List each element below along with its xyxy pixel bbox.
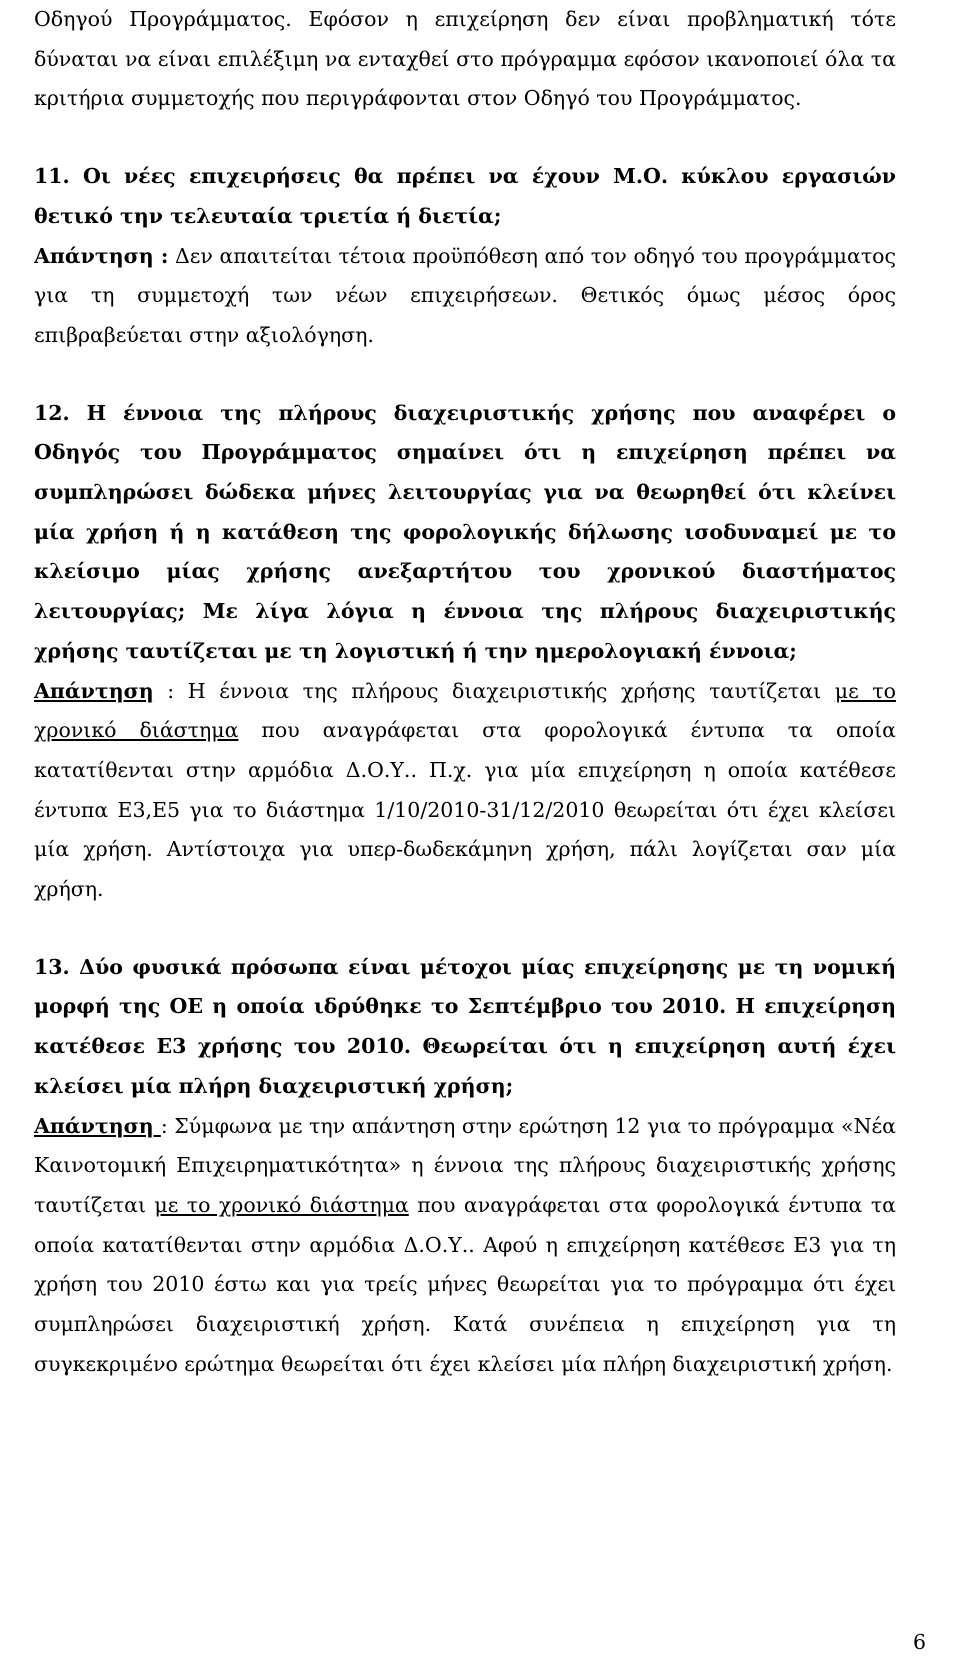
answer-underlined-text: με το χρονικό διάστημα (154, 1192, 409, 1217)
answer-label: Απάντηση (34, 678, 154, 703)
answer-underlined-text: με το χρονικό διάστημα (34, 678, 896, 743)
answer-11 (34, 237, 896, 356)
answer-text-part2: που αναγράφεται στα φορολογικά έντυπα τα οποία κατατίθενται στην αρμόδια Δ.Ο.Υ.. Αφού η επιχείρηση κατέθεσε Ε3 για τη χρήση του 2010 έστω και για τρείς μήνες θεωρείται για το πρόγραμμα ότι έχει συμπληρώσει διαχειριστική χρήση. Κατά συνέπεια η επιχείρηση για τη συγκεκριμένο ερώτημα θεωρείται ότι έχει κλείσει μία πλήρη διαχειριστική χρήση. (34, 1192, 897, 1376)
answer-text-part2: που αναγράφεται στα φορολογικά έντυπα τα οποία κατατίθενται στην αρμόδια Δ.Ο.Υ.. Π.χ. για μία επιχείρηση η οποία κατέθεσε έντυπα Ε3,Ε5 για το διάστημα 1/10/2010-31/12/2010 θεωρείται ότι έχει κλείσει μία χρήση. Αντίστοιχα για υπερ-δωδεκάμηνη χρήση, πάλι λογίζεται σαν μία χρήση. (34, 718, 896, 902)
intro-paragraph: Οδηγού Προγράμματος. Εφόσον η επιχείρηση δεν είναι προβληματική τότε δύναται να είναι επιλέξιμη να ενταχθεί στο πρόγραμμα εφόσον ικανοποιεί όλα τα κριτήρια συμμετοχής που περιγράφονται στον Οδηγό του Προγράμματος. (34, 7, 896, 111)
answer-text-part1: : Η έννοια της πλήρους διαχειριστικής χρήσης ταυτίζεται (153, 678, 835, 703)
answer-label: Απάντηση : (34, 243, 169, 268)
question-13: 13. Δύο φυσικά πρόσωπα είναι μέτοχοι μίας επιχείρησης με τη νομική μορφή της ΟΕ η οποία ιδρύθηκε το Σεπτέμβριο του 2010. Η επιχείρηση κατέθεσε Ε3 χρήσης του 2010. Θεωρείται ότι η επιχείρηση αυτή έχει κλείσει μία πλήρη διαχειριστική χρήση; (34, 954, 896, 1098)
answer-label: Απάντηση (34, 1113, 161, 1138)
spacer (34, 119, 896, 157)
answer-12 (34, 672, 896, 910)
document-page (34, 0, 896, 1385)
answer-text-part1: : Σύμφωνα με την απάντηση στην ερώτηση 12 για το πρόγραμμα «Νέα Καινοτομική Επιχειρηματικότητα» η έννοια της πλήρους διαχειριστικής χρήσης ταυτίζεται (34, 1113, 896, 1217)
question-12: 12. Η έννοια της πλήρους διαχειριστικής χρήσης που αναφέρει ο Οδηγός του Προγράμματος σημαίνει ότι η επιχείρηση πρέπει να συμπληρώσει δώδεκα μήνες λειτουργίας για να θεωρηθεί ότι κλείνει μία χρήση ή η κατάθεση της φορολογικής δήλωσης ισοδυναμεί με το κλείσιμο μίας χρήσης ανεξαρτήτου του χρονικού διαστήματος λειτουργίας; Με λίγα λόγια η έννοια της πλήρους διαχειριστικής χρήσης ταυτίζεται με τη λογιστική ή την ημερολογιακή έννοια; (34, 400, 896, 663)
answer-text: Δεν απαιτείται τέτοια προϋπόθεση από τον οδηγό του προγράμματος για τη συμμετοχή των νέων επιχειρήσεων. Θετικός όμως μέσος όρος επιβραβεύεται στην αξιολόγηση. (34, 243, 896, 347)
page-number: 6 (912, 1630, 926, 1654)
spacer (34, 910, 896, 948)
answer-13 (34, 1107, 896, 1385)
question-11: 11. Οι νέες επιχειρήσεις θα πρέπει να έχουν Μ.Ο. κύκλου εργασιών θετικό την τελευταία τριετία ή διετία; (34, 164, 896, 228)
spacer (34, 356, 896, 394)
